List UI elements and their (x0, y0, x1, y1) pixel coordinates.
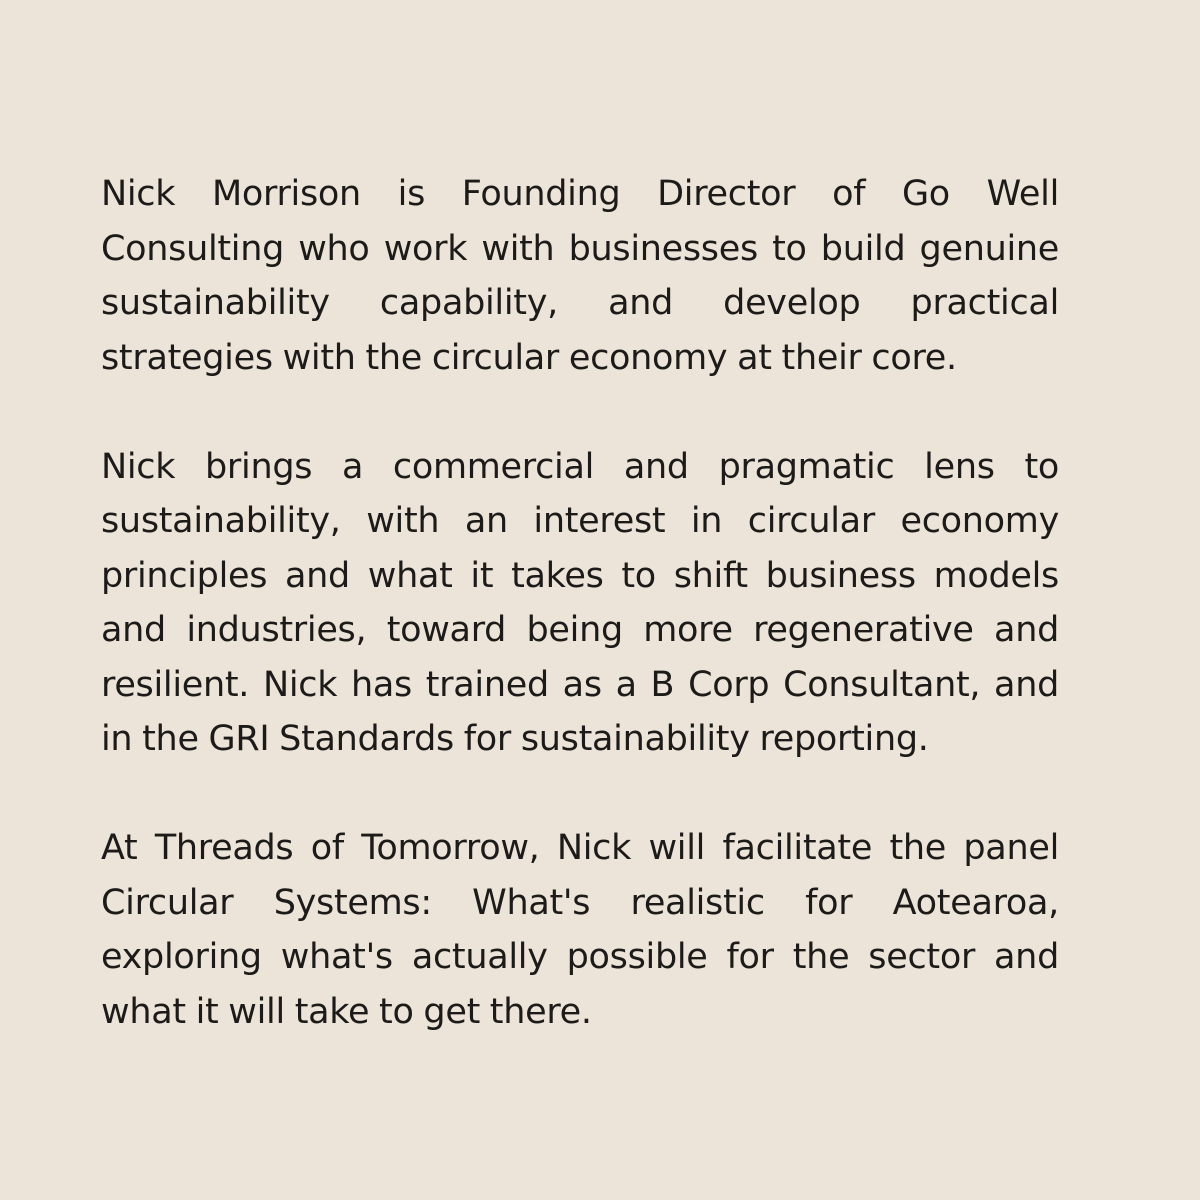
bio-paragraph-background: Nick brings a commercial and pragmatic lens to sustainability, with an interest in circular economy principles and what it takes to shift business models and industries, toward being more regenerative and resilient. Nick has trained as a B Corp Consultant, and in the GRI Standards for sustainability reporting. (101, 446, 1059, 759)
bio-text-block (101, 167, 1059, 1039)
bio-paragraph-panel: At Threads of Tomorrow, Nick will facilitate the panel Circular Systems: What's realistic for Aotearoa, exploring what's actually possible for the sector and what it will take to get there. (101, 828, 1059, 1032)
bio-paragraph-role: Nick Morrison is Founding Director of Go Well Consulting who work with businesses to build genuine sustainability capability, and develop practical strategies with the circular economy at their core. (101, 174, 1059, 378)
